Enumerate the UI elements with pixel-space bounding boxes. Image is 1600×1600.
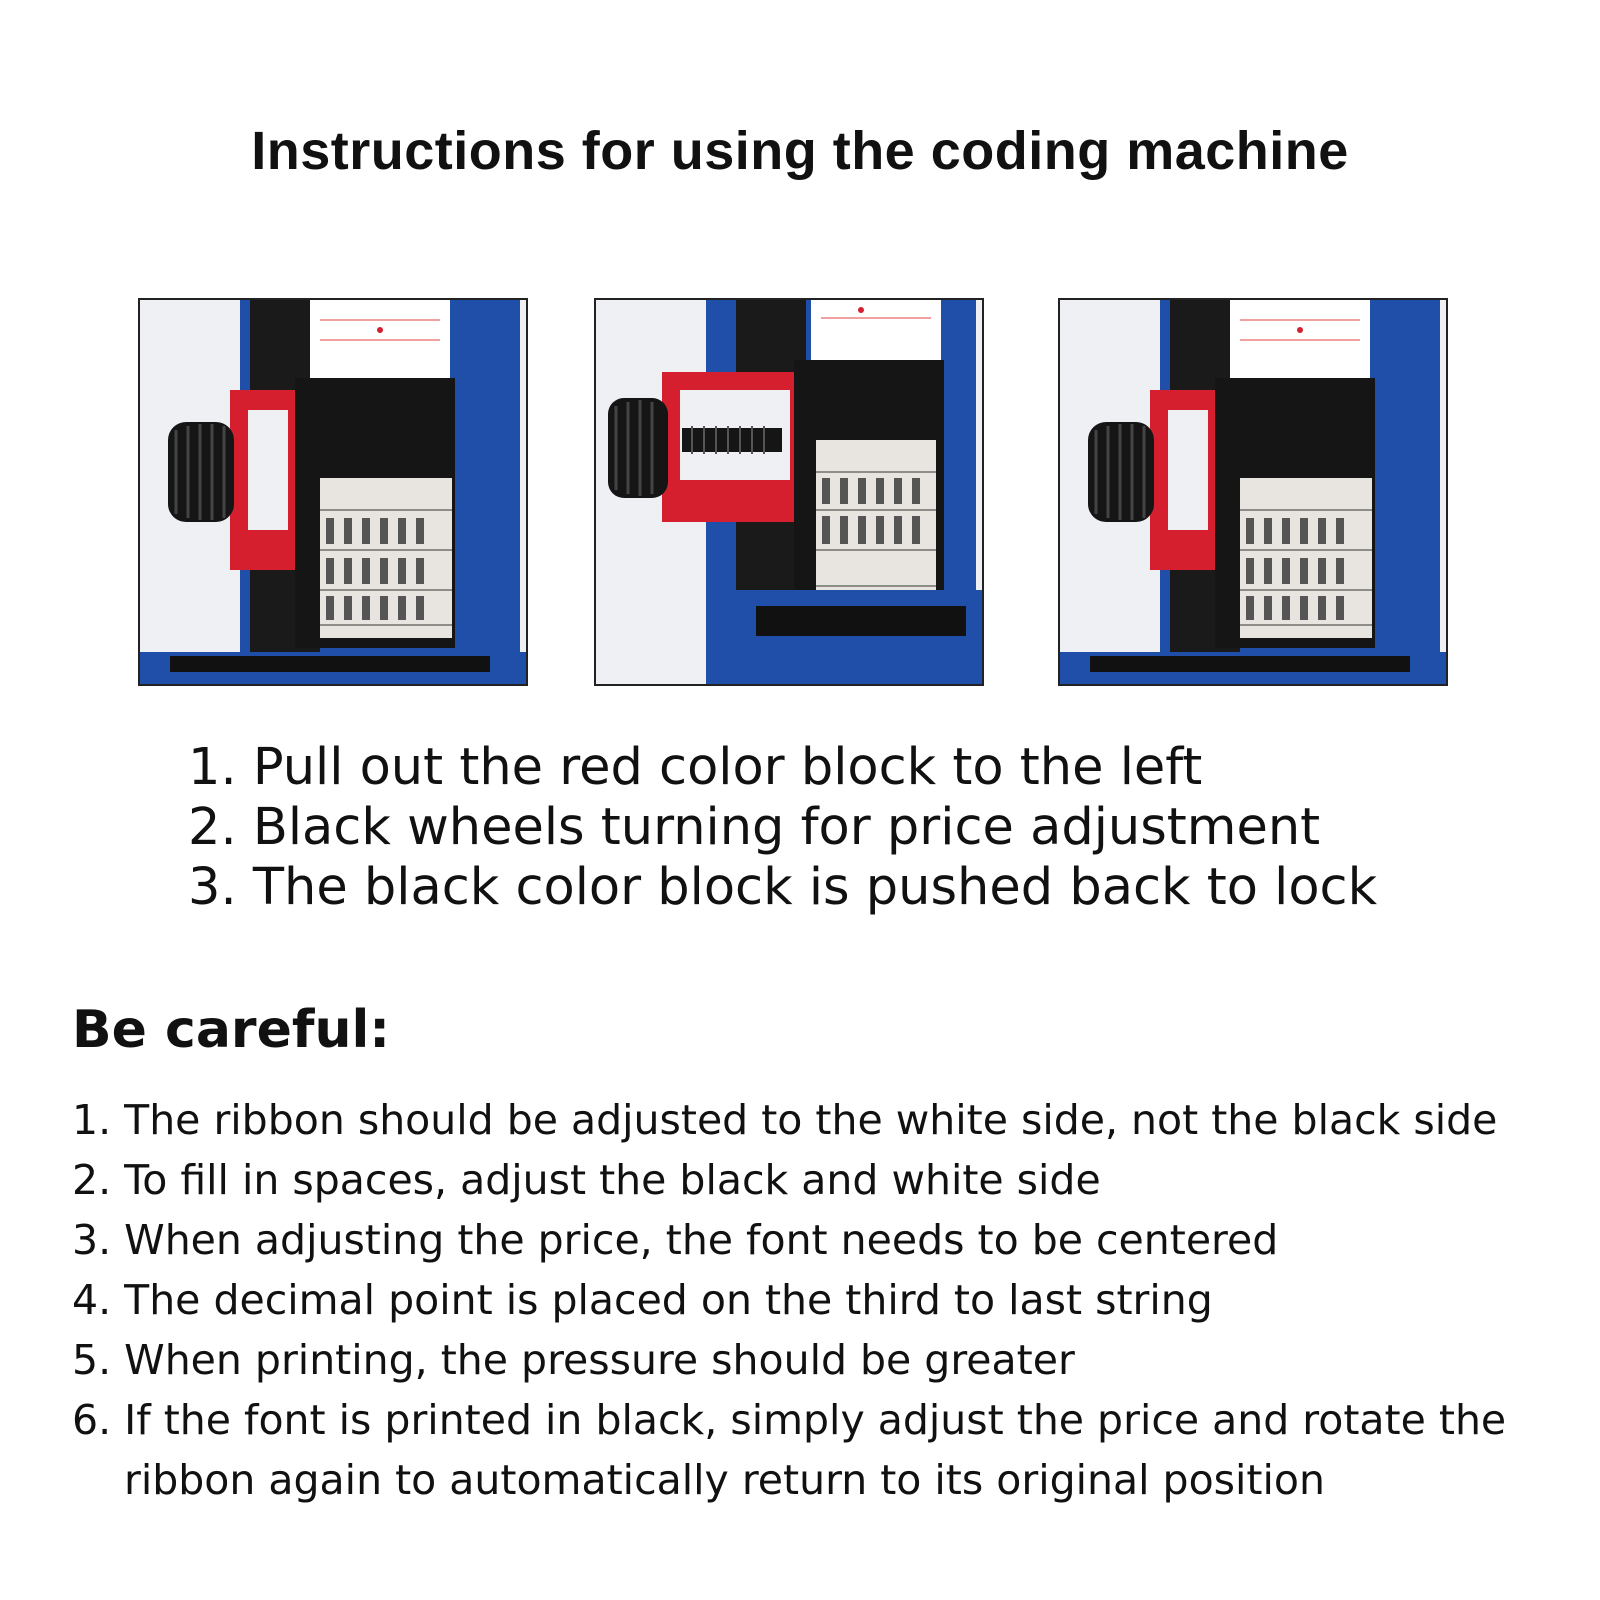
usage-steps	[188, 738, 1377, 918]
note-item: 4. The decimal point is placed on the third to last string	[72, 1276, 1213, 1324]
coding-machine-illustration	[140, 300, 526, 684]
note-item: 5. When printing, the pressure should be greater	[72, 1336, 1075, 1384]
careful-heading: Be careful:	[72, 1000, 391, 1060]
label-roll-icon	[811, 300, 941, 370]
label-roll-icon	[1230, 300, 1370, 390]
page-title: Instructions for using the coding machine	[251, 121, 1349, 181]
note-item: 2. To fill in spaces, adjust the black and white side	[72, 1156, 1101, 1204]
photo-step-pulled-out	[594, 298, 984, 686]
photo-step-locked-again	[1058, 298, 1448, 686]
step-item: 2. Black wheels turning for price adjustment	[188, 798, 1321, 857]
step-item: 3. The black color block is pushed back to lock	[188, 858, 1378, 917]
careful-notes	[72, 1090, 1572, 1510]
coding-machine-illustration	[596, 300, 982, 684]
note-item-continuation: ribbon again to automatically return to its original position	[124, 1456, 1325, 1504]
note-item: 1. The ribbon should be adjusted to the white side, not the black side	[72, 1096, 1498, 1144]
step-item: 1. Pull out the red color block to the left	[188, 738, 1203, 797]
label-roll-icon	[310, 300, 450, 390]
photo-step-locked	[138, 298, 528, 686]
coding-machine-illustration	[1060, 300, 1446, 684]
note-item: 6. If the font is printed in black, simply adjust the price and rotate the	[72, 1396, 1507, 1444]
note-item: 3. When adjusting the price, the font needs to be centered	[72, 1216, 1279, 1264]
